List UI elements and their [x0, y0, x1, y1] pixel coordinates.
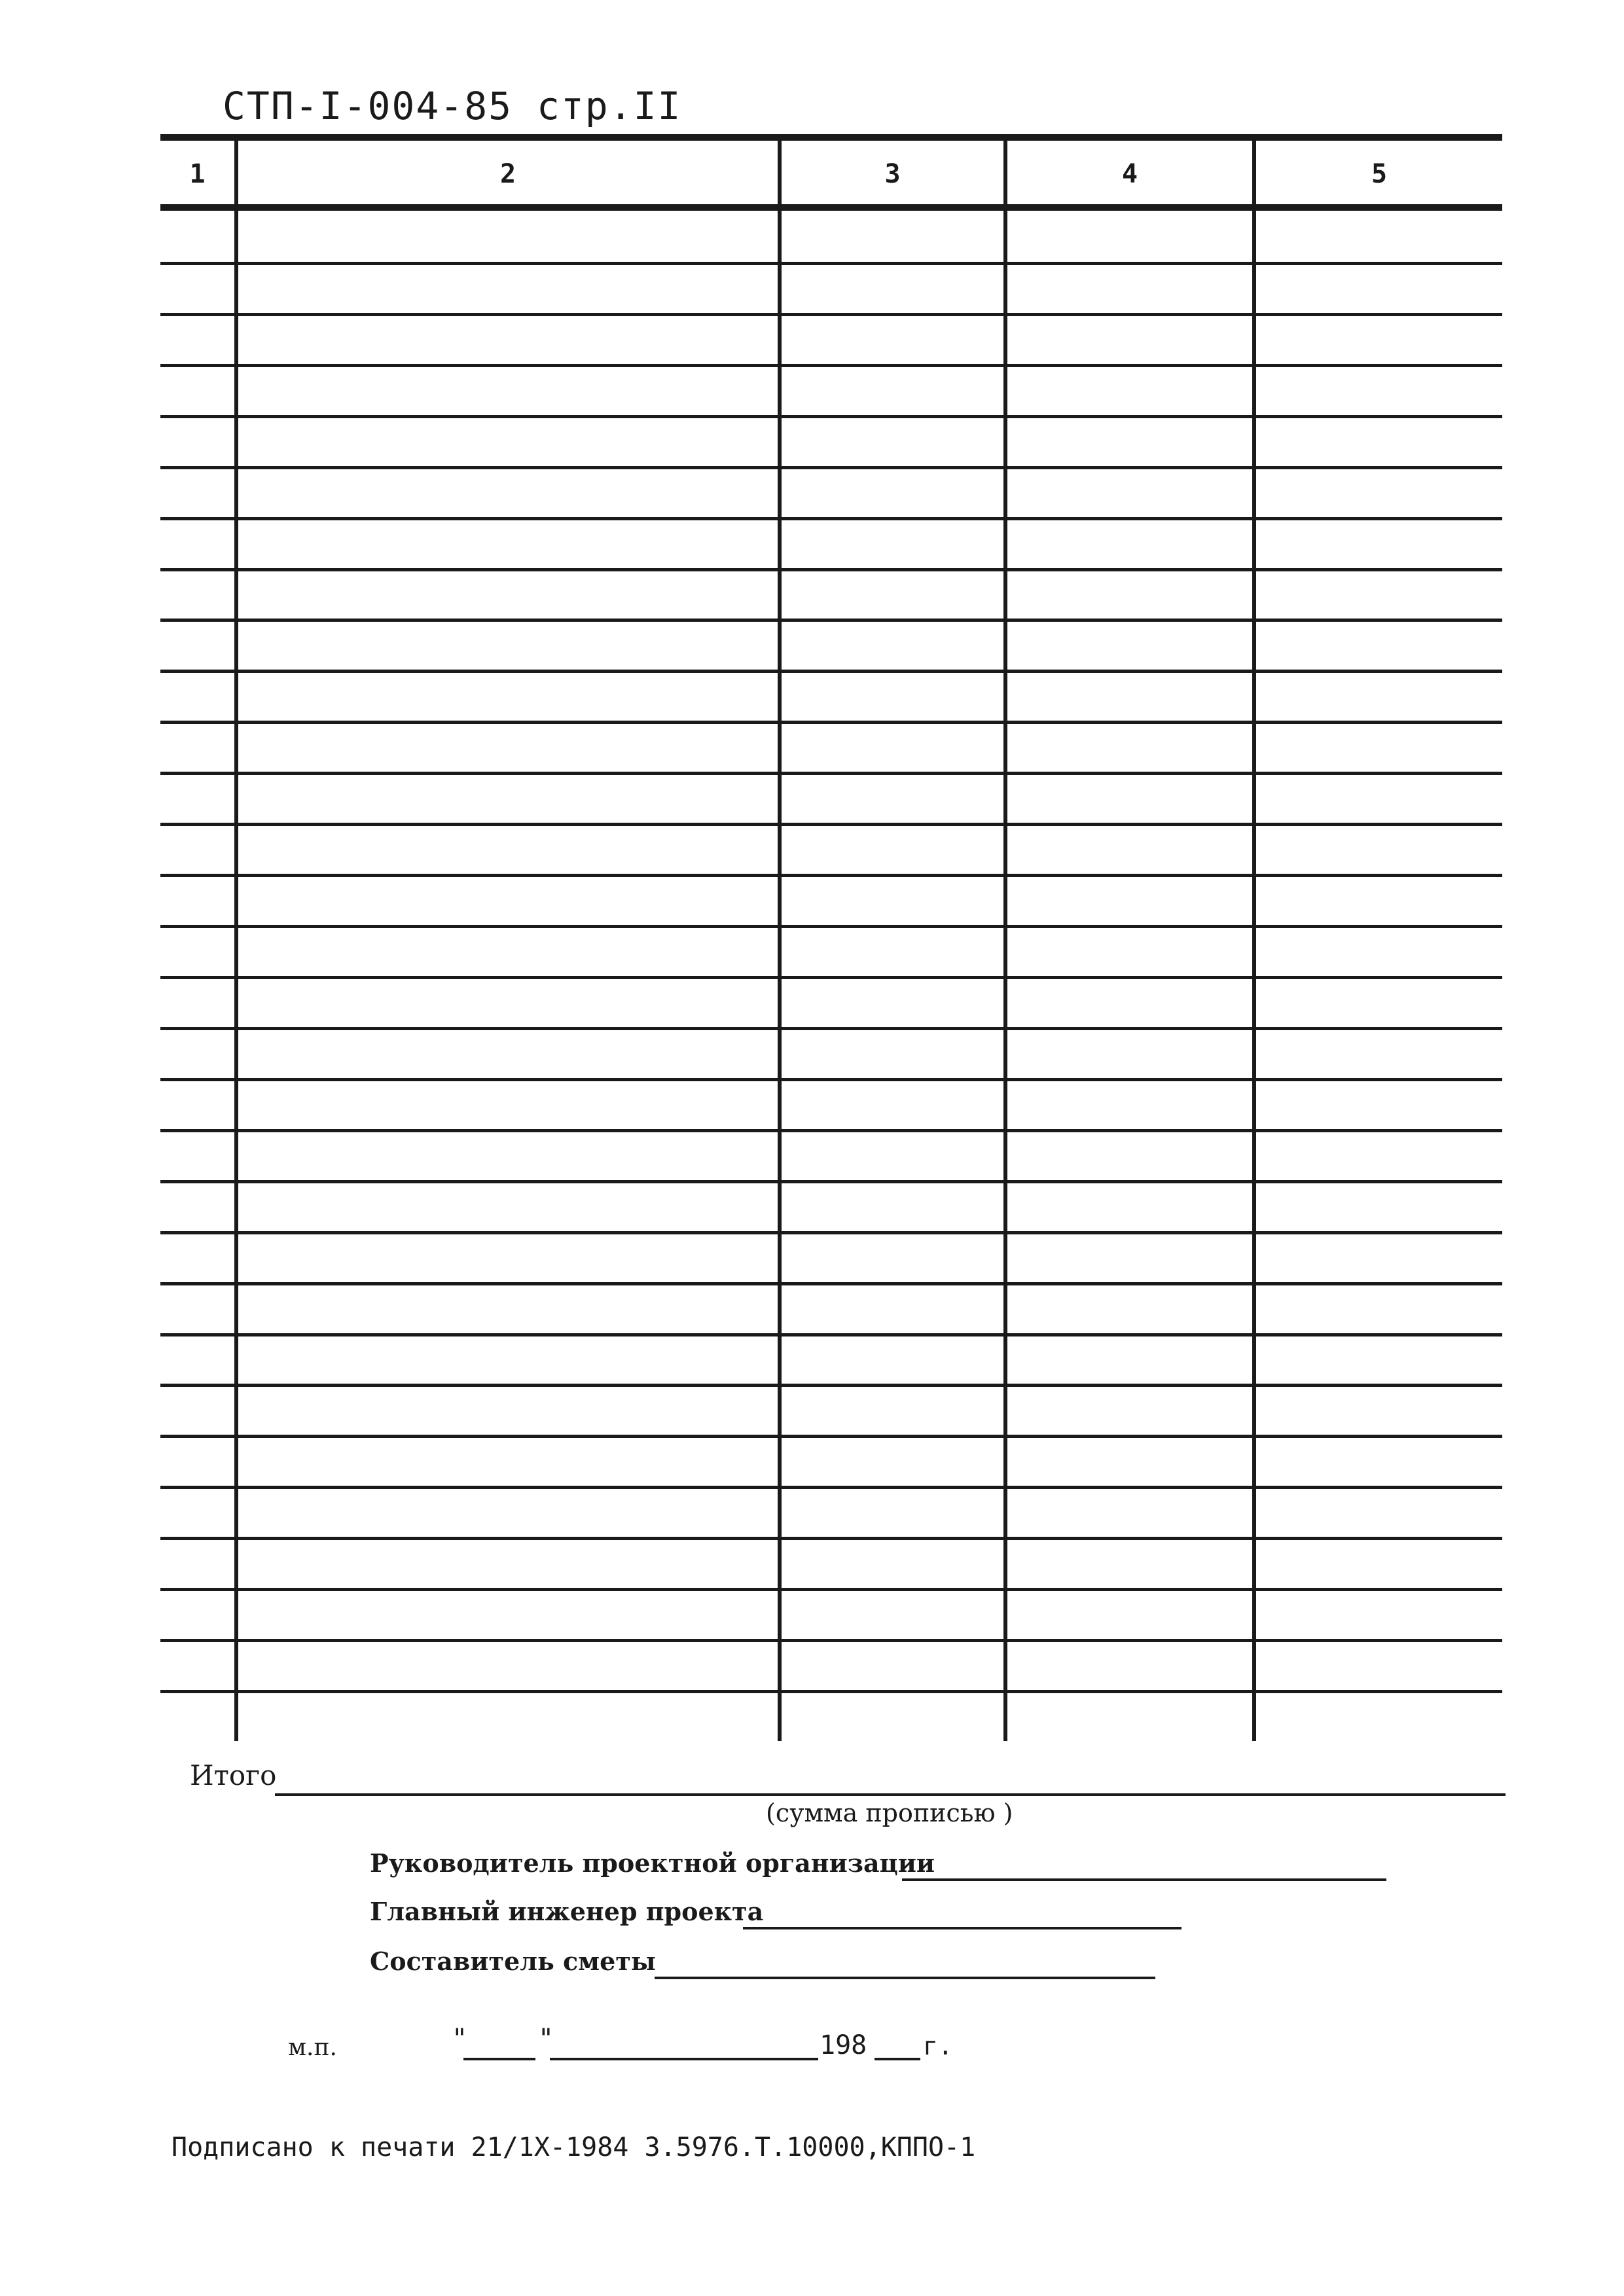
- table-row-rule: [160, 823, 1502, 826]
- column-divider: [234, 134, 238, 1741]
- table-row-rule: [160, 313, 1502, 316]
- year-prefix: 198: [820, 2030, 867, 2060]
- date-year-field[interactable]: [875, 2058, 920, 2060]
- table-row-rule: [160, 1333, 1502, 1336]
- table-row-rule: [160, 619, 1502, 622]
- signature-label-compiler: Составитель сметы: [370, 1946, 656, 1976]
- table-row-rule: [160, 721, 1502, 724]
- table-row-rule: [160, 874, 1502, 877]
- table-row-rule: [160, 670, 1502, 673]
- signature-label-head: Руководитель проектной организации: [370, 1848, 935, 1878]
- table-row-rule: [160, 415, 1502, 418]
- column-divider: [1252, 134, 1256, 1741]
- table-row-rule: [160, 925, 1502, 928]
- table-row-rule: [160, 1690, 1502, 1693]
- table-row-rule: [160, 1078, 1502, 1081]
- column-header-2: 2: [499, 159, 516, 189]
- column-divider: [1003, 134, 1007, 1741]
- table-row-rule: [160, 1486, 1502, 1489]
- document-code: СТП-I-004-85 стр.II: [223, 84, 682, 128]
- print-imprint: Подписано к печати 21/1Х-1984 3.5976.Т.10000,КППО-1: [171, 2132, 976, 2162]
- column-divider: [778, 134, 782, 1741]
- signature-field-chief-engineer[interactable]: [743, 1927, 1182, 1929]
- signature-field-head[interactable]: [902, 1878, 1386, 1881]
- table-row-rule: [160, 1027, 1502, 1030]
- date-day-field[interactable]: [463, 2058, 535, 2060]
- table-row-rule: [160, 364, 1502, 367]
- date-open-quote: ": [452, 2024, 468, 2054]
- estimate-table: [160, 134, 1502, 1741]
- date-close-quote: ": [538, 2024, 554, 2054]
- total-amount-hint: (сумма прописью ): [766, 1799, 1013, 1827]
- table-row-rule: [160, 976, 1502, 979]
- column-header-5: 5: [1371, 159, 1388, 189]
- table-row-rule: [160, 1435, 1502, 1438]
- table-row-rule: [160, 1282, 1502, 1285]
- column-header-3: 3: [884, 159, 901, 189]
- table-row-rule: [160, 1180, 1502, 1183]
- table-top-border: [160, 134, 1502, 141]
- column-header-4: 4: [1121, 159, 1138, 189]
- year-suffix: г.: [923, 2032, 953, 2060]
- table-row-rule: [160, 772, 1502, 775]
- table-row-rule: [160, 1588, 1502, 1591]
- total-amount-field[interactable]: [275, 1793, 1506, 1796]
- table-row-rule: [160, 262, 1502, 265]
- date-month-field[interactable]: [550, 2058, 818, 2060]
- seal-place-label: м.п.: [288, 2034, 337, 2061]
- signature-label-chief-engineer: Главный инженер проекта: [370, 1897, 764, 1926]
- table-row-rule: [160, 1231, 1502, 1234]
- table-row-rule: [160, 1639, 1502, 1642]
- table-header-border: [160, 204, 1502, 211]
- total-label: Итого: [190, 1759, 277, 1791]
- table-row-rule: [160, 568, 1502, 571]
- table-row-rule: [160, 517, 1502, 520]
- table-row-rule: [160, 1537, 1502, 1540]
- table-row-rule: [160, 1384, 1502, 1387]
- table-row-rule: [160, 466, 1502, 469]
- column-header-1: 1: [189, 159, 206, 189]
- table-row-rule: [160, 1129, 1502, 1132]
- signature-field-compiler[interactable]: [655, 1977, 1155, 1979]
